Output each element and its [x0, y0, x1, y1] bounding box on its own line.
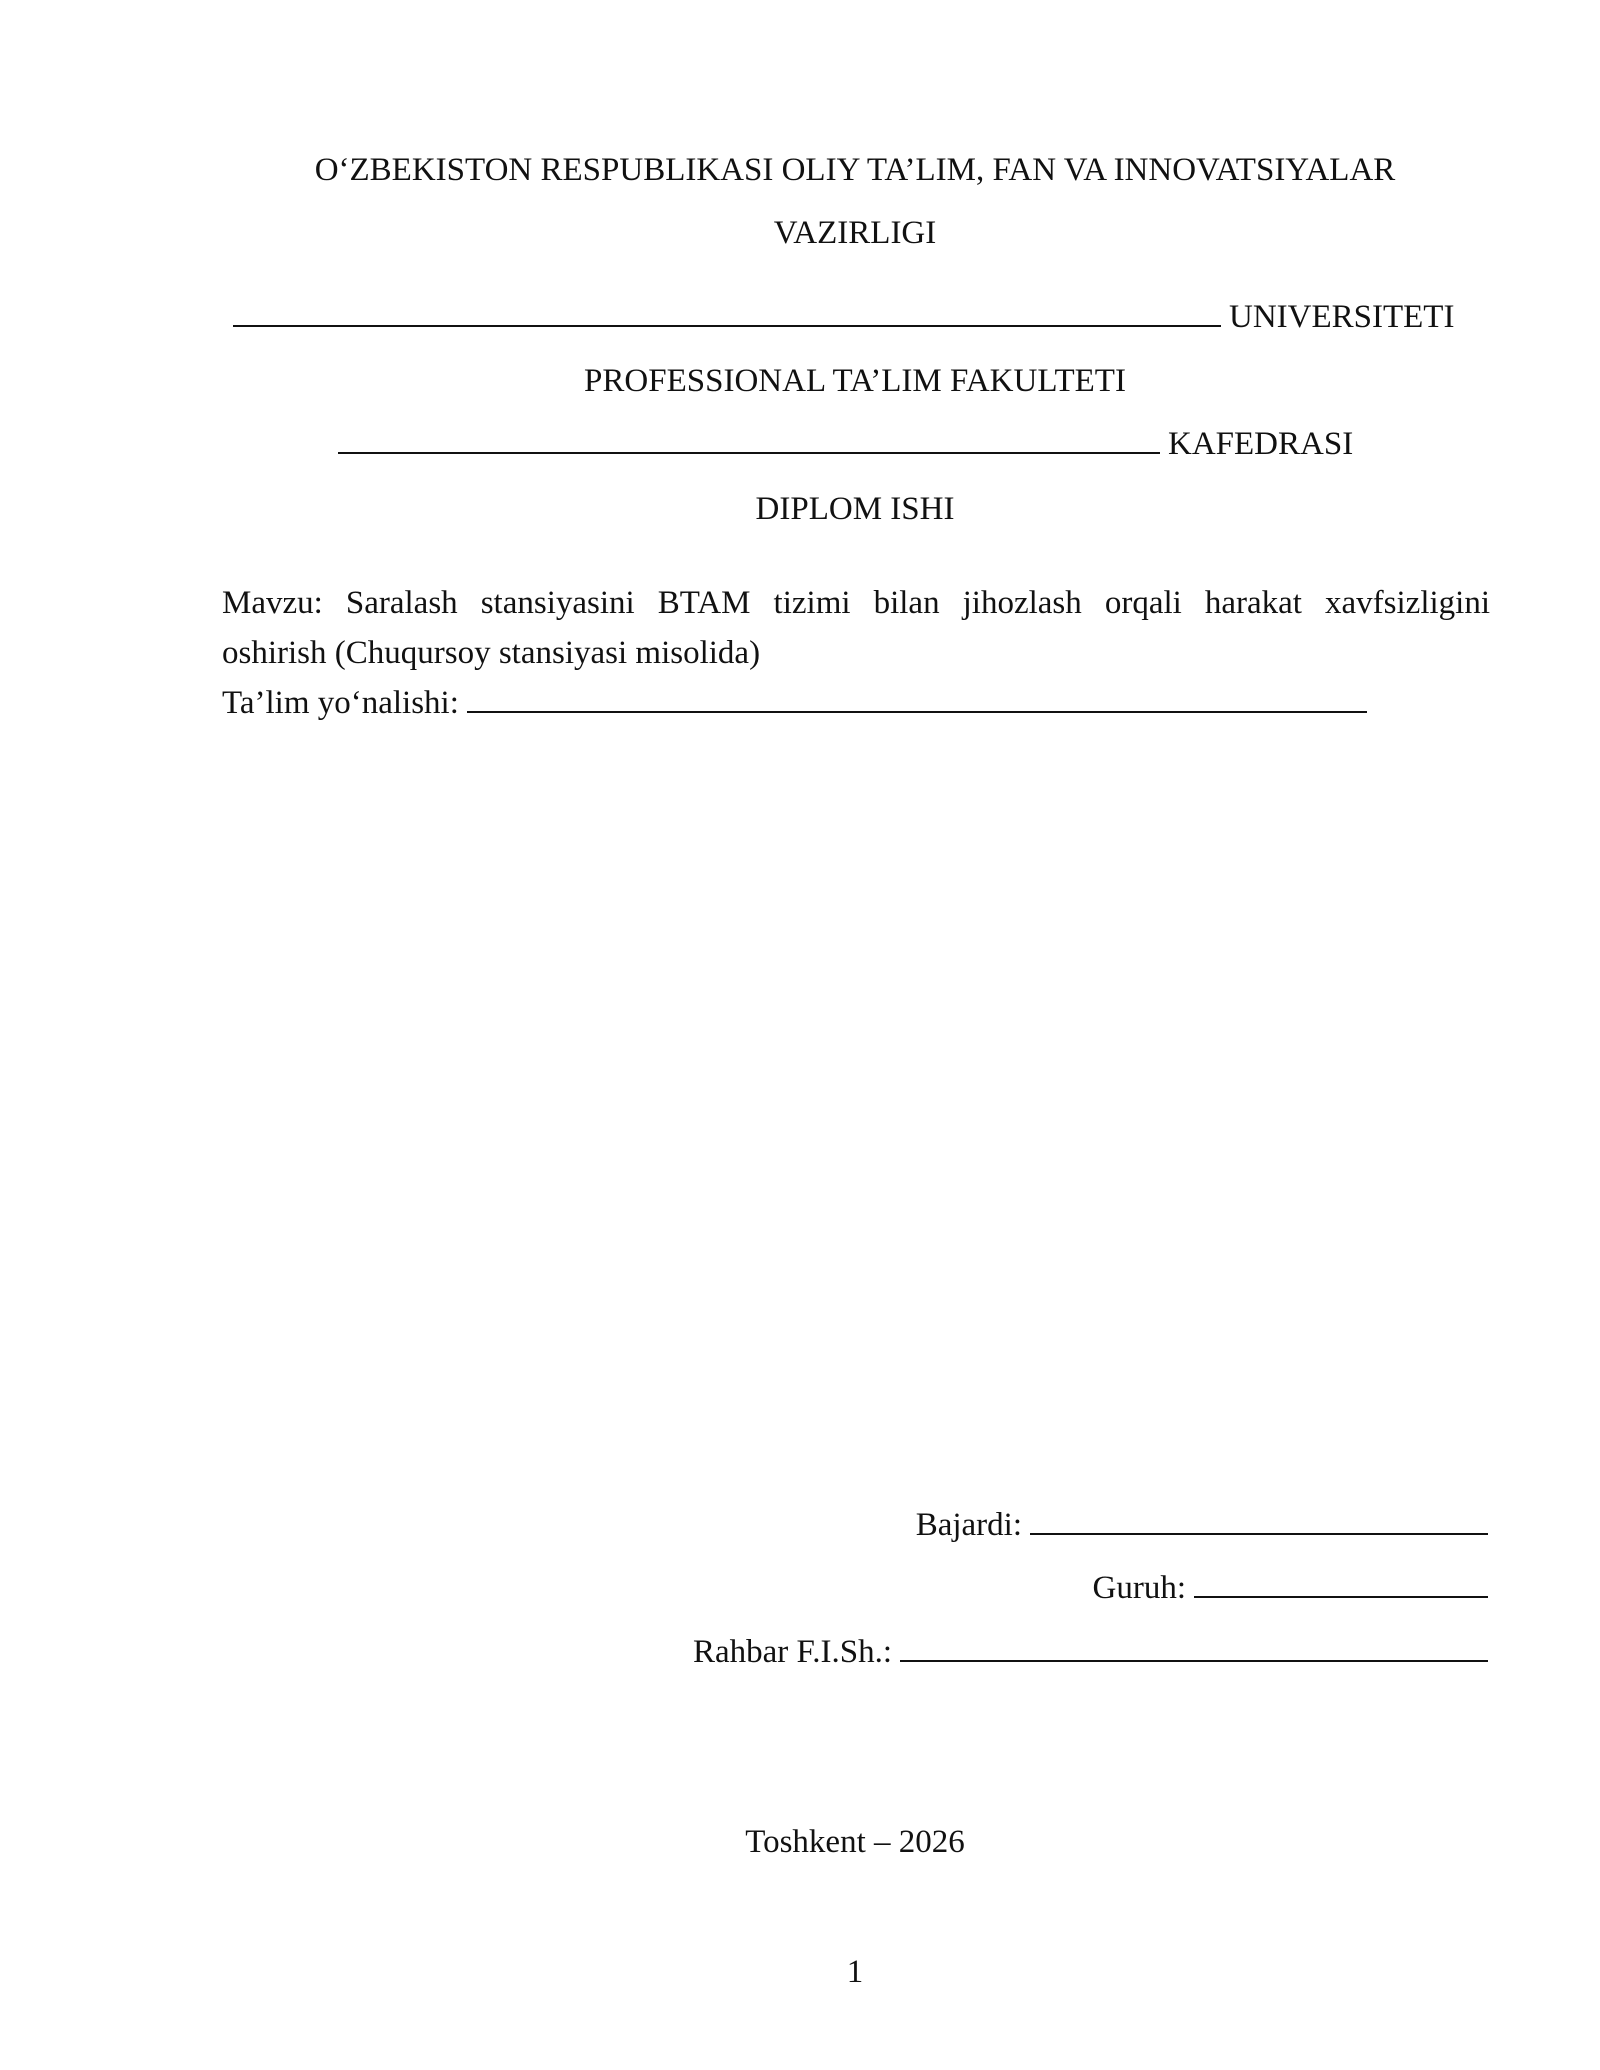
department-line [338, 424, 1353, 464]
page-number: 1 [846, 1954, 864, 1990]
university-name-blank [233, 324, 1221, 327]
university-suffix: UNIVERSITETI [1229, 299, 1455, 335]
direction-label: Ta’lim yo‘nalishi: [222, 685, 459, 721]
city-year: Toshkent – 2026 [745, 1824, 965, 1860]
faculty-title: PROFESSIONAL TA’LIM FAKULTETI [584, 363, 1126, 399]
direction-line [222, 683, 1367, 723]
group-label: Guruh: [1092, 1570, 1186, 1606]
supervisor-blank [900, 1659, 1488, 1662]
group-blank [1194, 1595, 1488, 1598]
performer-blank [1030, 1532, 1488, 1535]
department-name-blank [338, 451, 1160, 454]
supervisor-line [693, 1632, 1488, 1672]
topic-line2: oshirish (Chuqursoy stansiyasi misolida) [222, 635, 761, 671]
performer-label: Bajardi: [915, 1507, 1022, 1543]
supervisor-label: Rahbar F.I.Sh.: [692, 1634, 892, 1670]
topic-line1: Mavzu: Saralash stansiyasini BTAM tizimi bilan jihozlash orqali harakat xavfsizligini [222, 585, 1490, 621]
group-line [1093, 1568, 1489, 1608]
ministry-title-line2: VAZIRLIGI [773, 215, 937, 251]
performer-line [916, 1505, 1488, 1545]
document-type-title: DIPLOM ISHI [755, 491, 955, 527]
department-suffix: KAFEDRASI [1168, 426, 1354, 462]
direction-blank [467, 710, 1367, 713]
ministry-title-line1: O‘ZBEKISTON RESPUBLIKASI OLIY TA’LIM, FAN VA INNOVATSIYALAR [314, 152, 1396, 188]
university-line [233, 297, 1454, 337]
